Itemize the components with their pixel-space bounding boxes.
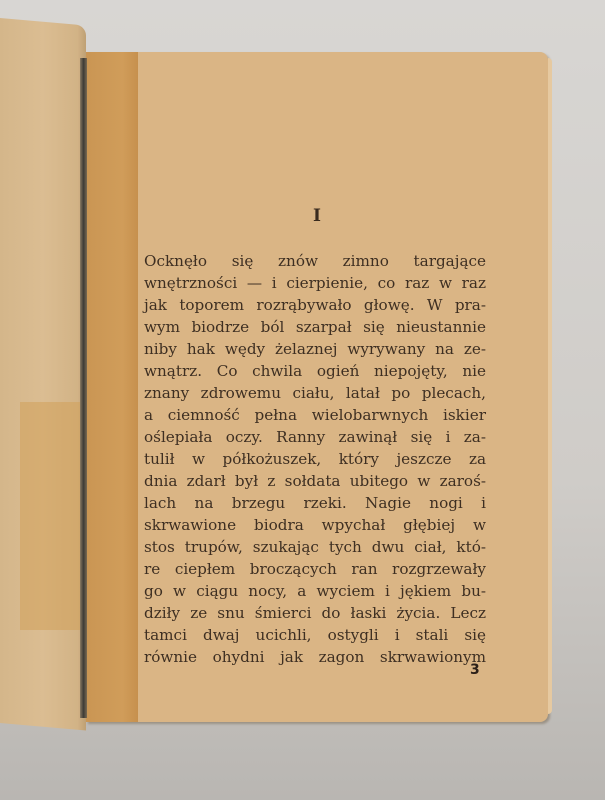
text-line: wnątrz. Co chwila ogień niepojęty, nie xyxy=(144,362,486,380)
text-line: re ciepłem broczących ran rozgrzewały xyxy=(144,560,486,578)
text-line: skrwawione biodra wpychał głębiej w xyxy=(144,516,486,534)
text-line: znany zdrowemu ciału, latał po plecach, xyxy=(144,384,486,402)
text-line: dnia zdarł był z sołdata ubitego w zaroś- xyxy=(144,472,486,490)
tape-strip-spine xyxy=(86,52,138,722)
text-line: tamci dwaj ucichli, ostygli i stali się xyxy=(144,626,486,644)
text-line: a ciemność pełna wielobarwnych iskier xyxy=(144,406,486,424)
chapter-heading: I xyxy=(313,206,321,226)
page-number: 3 xyxy=(470,662,480,678)
book-spine xyxy=(80,58,87,718)
text-line: dziły ze snu śmierci do łaski życia. Lecz xyxy=(144,604,486,622)
text-line: równie ohydni jak zagon skrwawionym xyxy=(144,648,486,666)
text-line: stos trupów, szukając tych dwu ciał, któ- xyxy=(144,538,486,556)
tape-strip-left xyxy=(20,402,82,630)
text-line: go w ciągu nocy, a wyciem i jękiem bu- xyxy=(144,582,486,600)
text-line: jak toporem rozrąbywało głowę. W pra- xyxy=(144,296,486,314)
text-line: lach na brzegu rzeki. Nagie nogi i xyxy=(144,494,486,512)
text-line: tulił w półkożuszek, który jeszcze za xyxy=(144,450,486,468)
text-line: wnętrzności — i cierpienie, co raz w raz xyxy=(144,274,486,292)
text-line: niby hak wędy żelaznej wyrywany na ze- xyxy=(144,340,486,358)
text-line: Ocknęło się znów zimno targające xyxy=(144,252,486,270)
text-line: oślepiała oczy. Ranny zawinął się i za- xyxy=(144,428,486,446)
page-body-text xyxy=(144,250,486,668)
right-page xyxy=(86,52,548,722)
text-line: wym biodrze ból szarpał się nieustannie xyxy=(144,318,486,336)
